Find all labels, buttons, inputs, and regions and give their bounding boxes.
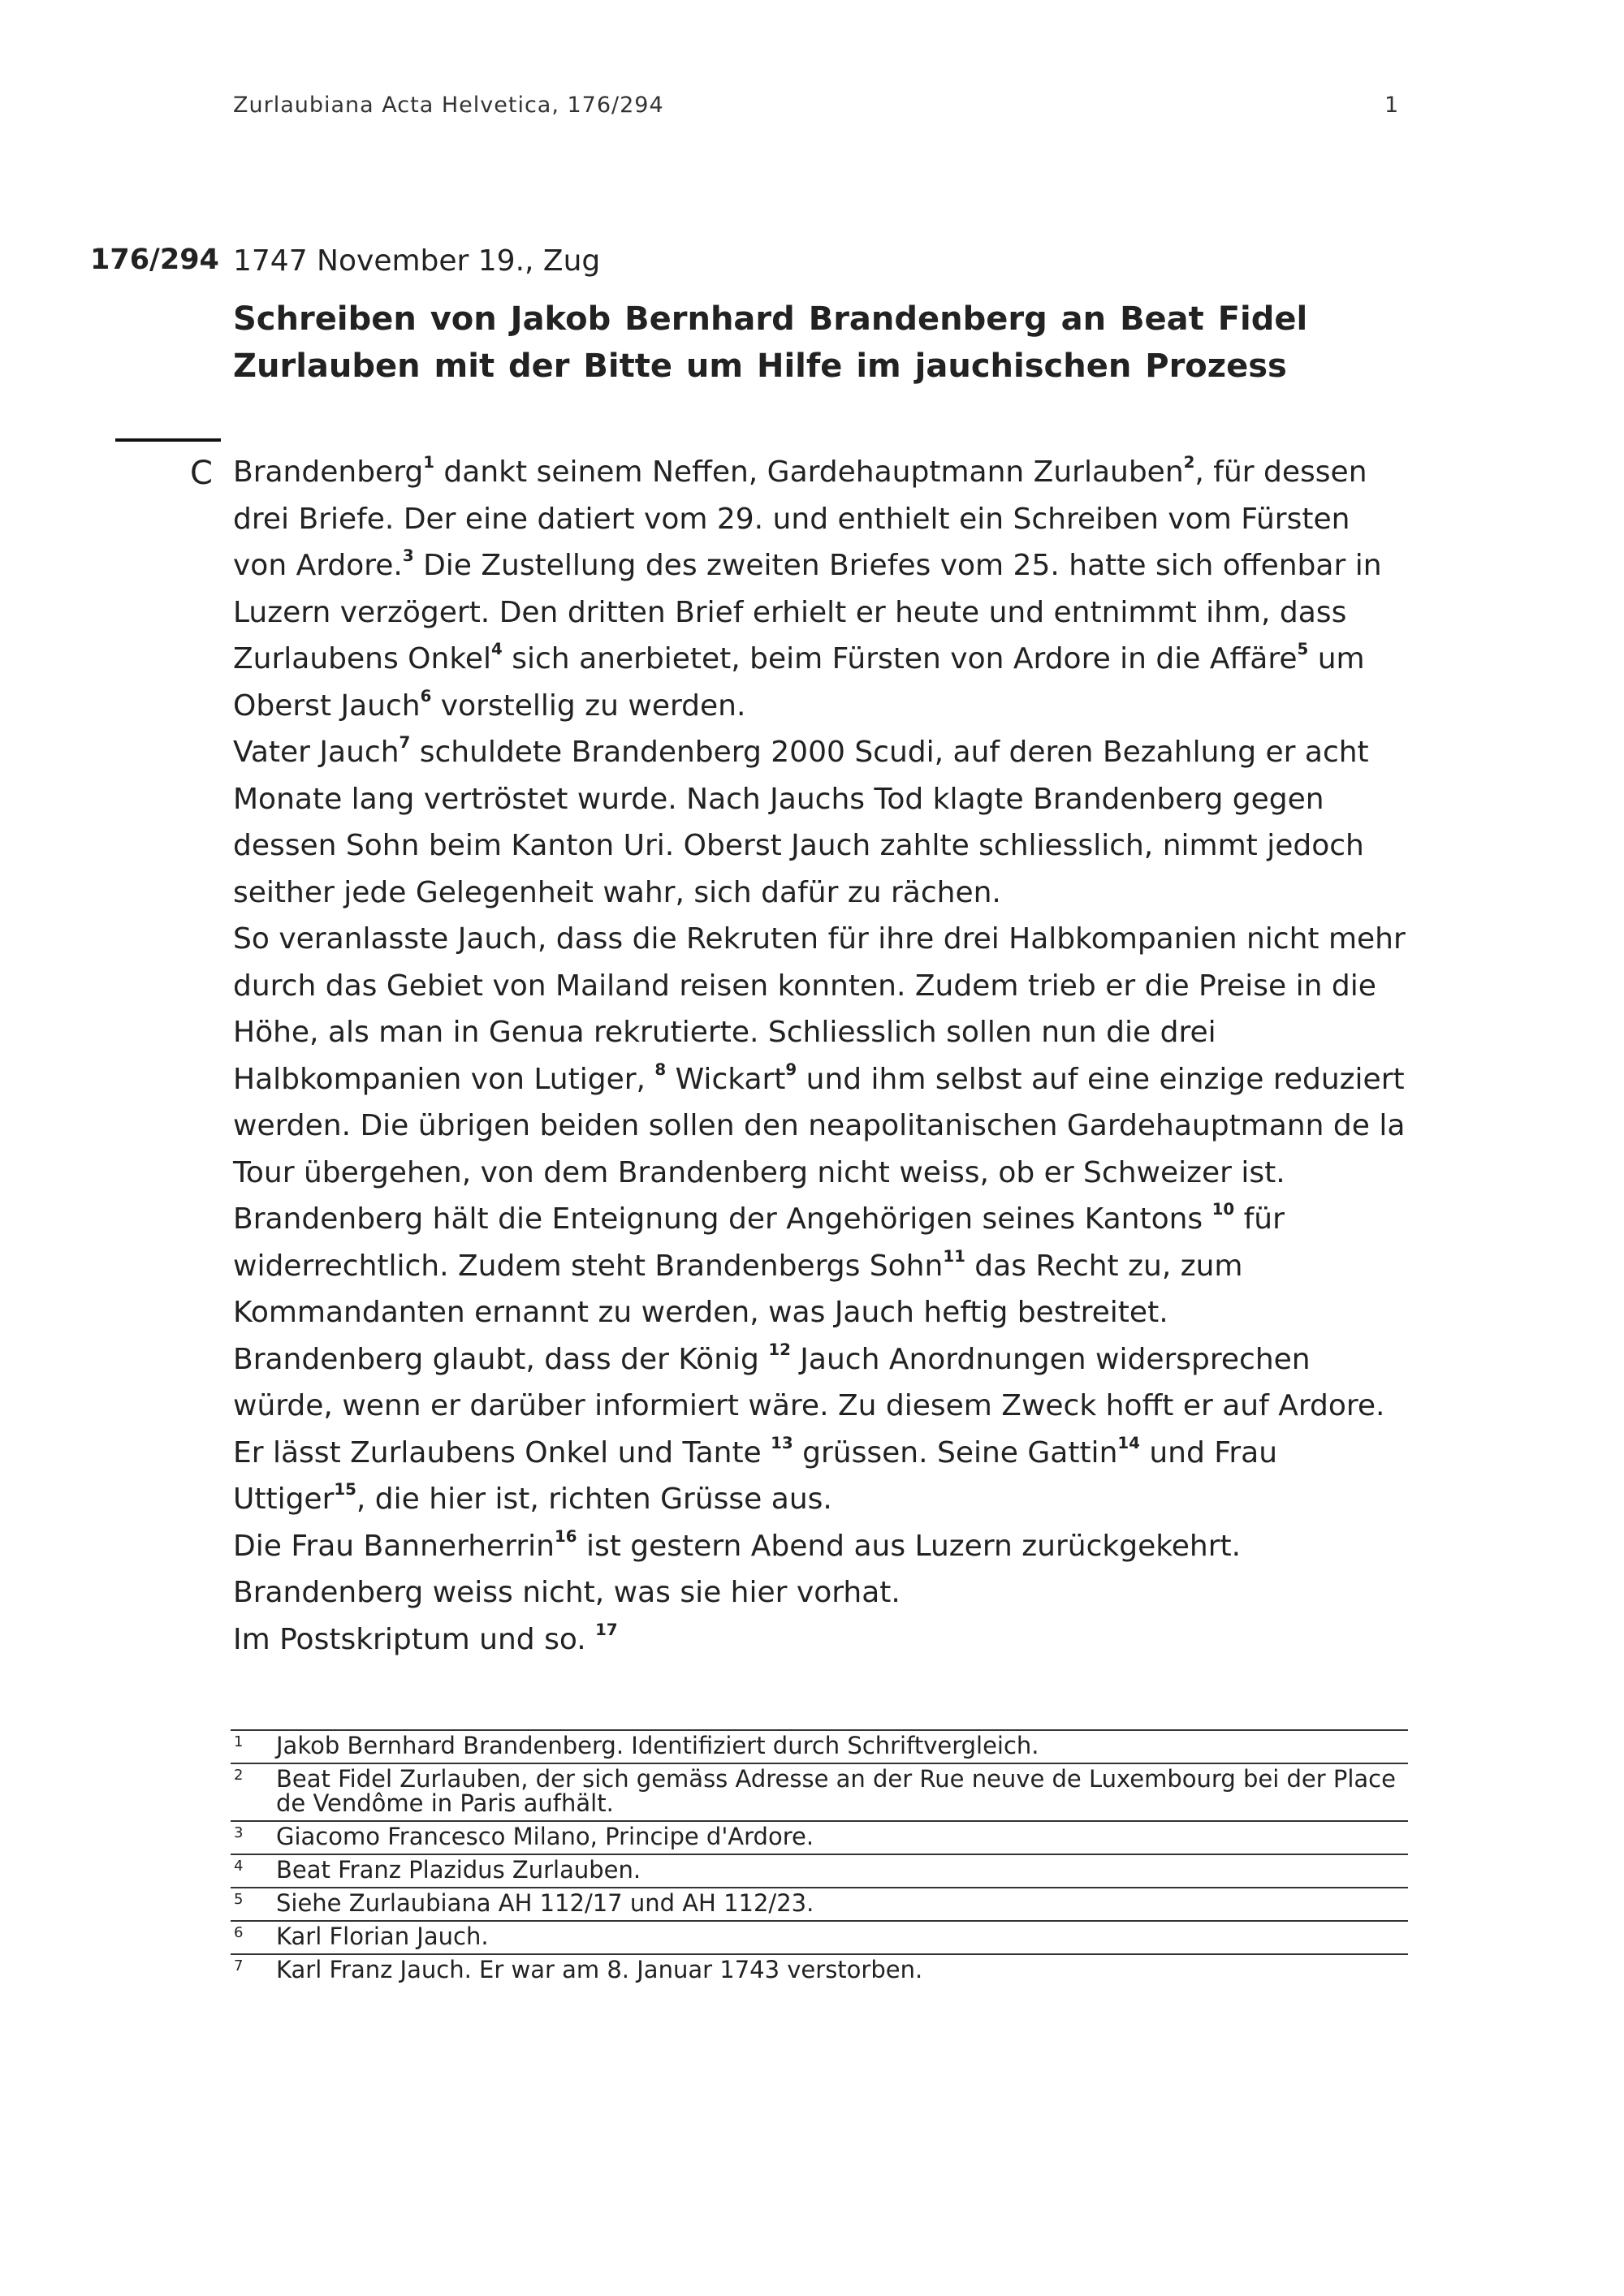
footnote-reference[interactable]: 5 (1297, 640, 1309, 659)
body-line: seither jede Gelegenheit wahr, sich dafür zu rächen. (233, 875, 1001, 909)
body-line: durch das Gebiet von Mailand reisen konnten. Zudem trieb er die Preise in die (233, 969, 1376, 1003)
footnote-reference[interactable]: 15 (334, 1480, 356, 1500)
footnote-reference[interactable]: 16 (554, 1526, 577, 1546)
body-line: Brandenberg weiss nicht, was sie hier vorhat. (233, 1576, 901, 1609)
footnote-item (231, 1887, 1408, 1920)
footnote-item (231, 1854, 1408, 1887)
section-rule (115, 438, 221, 442)
body-line: Zurlaubens Onkel$^4$ sich anerbietet, beim Fürsten von Ardore in die Affäre$^5$ um (233, 640, 1365, 675)
footnote-reference[interactable]: 1 (423, 453, 434, 473)
footnote-number: 2 (234, 1767, 244, 1784)
body-line: Höhe, als man in Genua rekrutierte. Schliesslich sollen nun die drei (233, 1016, 1216, 1049)
footnote-text: Giacomo Francesco Milano, Principe d'Ardore. (276, 1823, 814, 1850)
summary-body (233, 449, 1419, 1663)
body-line: dessen Sohn beim Kanton Uri. Oberst Jauch zahlte schliesslich, nimmt jedoch (233, 829, 1364, 862)
body-line: Monate lang vertröstet wurde. Nach Jauchs Tod klagte Brandenberg gegen (233, 782, 1324, 816)
footnote-reference[interactable]: 4 (491, 640, 503, 659)
body-line: So veranlasste Jauch, dass die Rekruten für ihre drei Halbkompanien nicht mehr (233, 922, 1406, 956)
footnote-text: Karl Florian Jauch. (276, 1923, 489, 1950)
footnote-number: 5 (234, 1891, 244, 1908)
document-date: 1747 November 19., Zug (233, 244, 601, 278)
footnote-reference[interactable]: 17 (595, 1620, 618, 1639)
footnote-reference[interactable]: 13 (771, 1433, 793, 1452)
footnote-number: 4 (234, 1858, 244, 1875)
body-line: Halbkompanien von Lutiger, $^8$ Wickart$^9$ und ihm selbst auf eine einzige reduziert (233, 1060, 1405, 1096)
body-line: Brandenberg glaubt, dass der König $^{12}$ Jauch Anordnungen widersprechen (233, 1340, 1311, 1376)
footnote-reference[interactable]: 8 (654, 1060, 667, 1079)
body-line: Kommandanten ernannt zu werden, was Jauch heftig bestreitet. (233, 1296, 1168, 1329)
body-line: Brandenberg$^1$ dankt seinem Neffen, Gardehauptmann Zurlauben$^2$, für dessen (233, 453, 1367, 489)
running-header-title: Zurlaubiana Acta Helvetica, 176/294 (233, 93, 664, 118)
body-line: Tour übergehen, von dem Brandenberg nicht weiss, ob er Schweizer ist. (233, 1155, 1285, 1189)
body-line: Brandenberg hält die Enteignung der Angehörigen seines Kantons $^{10}$ für (233, 1200, 1285, 1236)
footnote-item (231, 1920, 1408, 1953)
footnote-reference[interactable]: 12 (768, 1340, 791, 1359)
footnote-reference[interactable]: 2 (1183, 453, 1195, 473)
footnote-reference[interactable]: 14 (1117, 1433, 1140, 1452)
body-line: von Ardore.$^3$ Die Zustellung des zweiten Briefes vom 25. hatte sich offenbar in (233, 546, 1382, 582)
page-number: 1 (1384, 93, 1399, 118)
footnote-reference[interactable]: 3 (402, 546, 414, 566)
footnote-number: 1 (234, 1733, 244, 1750)
footnote-item (231, 1763, 1408, 1820)
footnote-text: Beat Fidel Zurlauben, der sich gemäss Adresse an der Rue neuve de Luxembourg bei der Place de Vendôme in Paris aufhält. (276, 1765, 1396, 1817)
footnote-item (231, 1820, 1408, 1854)
footnote-reference[interactable]: 11 (943, 1246, 965, 1266)
footnote-text: Beat Franz Plazidus Zurlauben. (276, 1856, 641, 1884)
body-line: würde, wenn er darüber informiert wäre. Zu diesem Zweck hofft er auf Ardore. (233, 1389, 1385, 1422)
footnotes-list (231, 1729, 1408, 1987)
footnote-item (231, 1729, 1408, 1763)
footnote-number: 3 (234, 1824, 244, 1841)
footnote-reference[interactable]: 7 (399, 733, 411, 753)
body-line: Luzern verzögert. Den dritten Brief erhielt er heute und entnimmt ihm, dass (233, 595, 1347, 629)
footnote-number: 6 (234, 1924, 244, 1941)
body-line: Oberst Jauch$^6$ vorstellig zu werden. (233, 686, 746, 723)
body-line: Vater Jauch$^7$ schuldete Brandenberg 2000 Scudi, auf deren Bezahlung er acht (233, 733, 1369, 769)
body-line: Die Frau Bannerherrin$^{16}$ ist gestern Abend aus Luzern zurückgekehrt. (233, 1526, 1242, 1563)
footnote-reference[interactable]: 10 (1212, 1200, 1235, 1219)
footnote-reference[interactable]: 9 (785, 1060, 797, 1079)
body-line: Im Postskriptum und so. $^{17}$ (233, 1620, 618, 1656)
document-title: Schreiben von Jakob Bernhard Brandenberg an Beat Fidel Zurlauben mit der Bitte um Hilfe im jauchischen Prozess (233, 300, 1308, 385)
body-line: Uttiger$^{15}$, die hier ist, richten Grüsse aus. (233, 1480, 832, 1516)
footnote-text: Karl Franz Jauch. Er war am 8. Januar 1743 verstorben. (276, 1956, 923, 1983)
footnote-text: Jakob Bernhard Brandenberg. Identifiziert durch Schriftvergleich. (276, 1732, 1039, 1759)
body-line: drei Briefe. Der eine datiert vom 29. und enthielt ein Schreiben vom Fürsten (233, 502, 1350, 536)
footnote-reference[interactable]: 6 (420, 686, 432, 706)
footnote-number: 7 (234, 1957, 244, 1974)
body-line: Er lässt Zurlaubens Onkel und Tante $^{13}$ grüssen. Seine Gattin$^{14}$ und Frau (233, 1433, 1278, 1470)
classification-marker: C (190, 455, 213, 492)
footnote-text: Siehe Zurlaubiana AH 112/17 und AH 112/23. (276, 1889, 814, 1917)
body-line: widerrechtlich. Zudem steht Brandenbergs Sohn$^{11}$ das Recht zu, zum (233, 1246, 1243, 1283)
footnote-item (231, 1953, 1408, 1987)
body-line: werden. Die übrigen beiden sollen den neapolitanischen Gardehauptmann de la (233, 1109, 1406, 1142)
document-id: 176/294 (90, 244, 219, 276)
